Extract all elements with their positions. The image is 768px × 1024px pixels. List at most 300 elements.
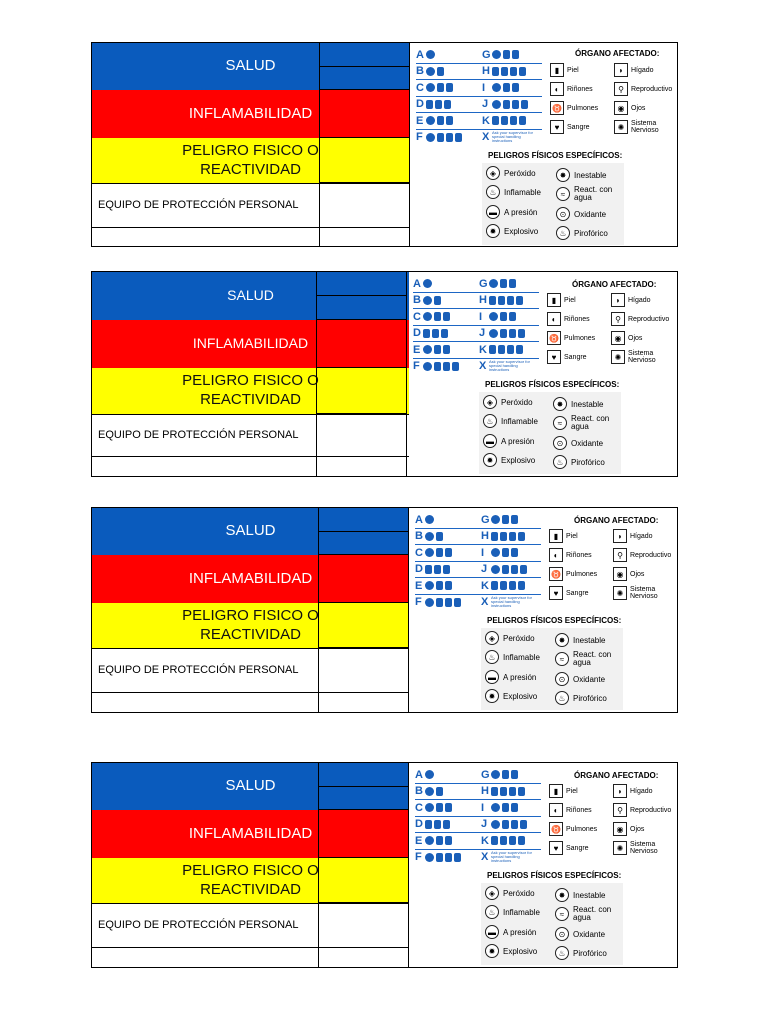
hazard-inestable bbox=[553, 397, 603, 411]
ppe-letter-a: A bbox=[416, 48, 424, 61]
organ-ojos-label: Ojos bbox=[628, 334, 643, 342]
epp-value-cell[interactable] bbox=[319, 648, 408, 693]
hazard-explosivo-label: Explosivo bbox=[503, 946, 538, 956]
glove-icon bbox=[434, 362, 441, 371]
liver-icon: ◗ bbox=[613, 529, 627, 543]
hazard-oxidante-label: Oxidante bbox=[573, 674, 606, 684]
goggles-icon bbox=[492, 50, 501, 59]
flame-icon: ♨ bbox=[486, 185, 500, 199]
respirator-icon bbox=[511, 770, 518, 779]
glove-icon bbox=[503, 50, 510, 59]
organ-sistema-nervioso-label: Sistema Nervioso bbox=[630, 841, 658, 855]
peroxide-icon: ◈ bbox=[486, 166, 500, 180]
skin-icon: ▮ bbox=[550, 63, 564, 77]
organ-reproductivo-label: Reproductivo bbox=[628, 315, 670, 323]
respirator-icon bbox=[511, 515, 518, 524]
lungs-icon: ♉ bbox=[547, 331, 561, 345]
organ-piel bbox=[549, 529, 578, 543]
apron-icon bbox=[441, 329, 448, 338]
organ-sangre-label: Sangre bbox=[567, 123, 590, 131]
hazard-oxidante bbox=[555, 927, 605, 941]
suit-icon bbox=[509, 581, 516, 590]
glove-icon bbox=[501, 116, 508, 125]
ppe-row-a bbox=[416, 47, 542, 64]
hazard-ratings-table bbox=[92, 43, 409, 246]
goggles-icon bbox=[425, 598, 434, 607]
boot-icon bbox=[519, 116, 526, 125]
ppe-x-note: Ask your supervisor for special handling instructions bbox=[492, 129, 533, 144]
goggles-icon bbox=[491, 803, 500, 812]
hazard-presion-label: A presión bbox=[503, 927, 537, 937]
ppe-letter-i: I bbox=[479, 310, 483, 323]
organ-rinones bbox=[547, 312, 590, 326]
ppe-x-note: Ask your supervisor for special handling instructions bbox=[491, 849, 532, 864]
ppe-letter-j: J bbox=[481, 563, 488, 576]
skin-icon: ▮ bbox=[547, 293, 561, 307]
ppe-letter-b: B bbox=[415, 785, 423, 798]
face-shield-icon bbox=[492, 67, 499, 76]
glove-icon bbox=[437, 116, 444, 125]
hazard-inestable bbox=[555, 633, 605, 647]
hazard-peroxido bbox=[485, 631, 535, 645]
ppe-grid bbox=[415, 767, 541, 865]
hazard-ratings-table bbox=[92, 508, 409, 712]
ppe-letter-j: J bbox=[481, 818, 488, 831]
goggles-icon bbox=[489, 329, 498, 338]
ppe-row-f bbox=[413, 359, 539, 375]
goggles-icon bbox=[423, 362, 432, 371]
reproductive-icon: ⚲ bbox=[611, 312, 625, 326]
glove-icon bbox=[502, 565, 509, 574]
organ-reproductivo bbox=[611, 312, 669, 326]
hazard-react-agua bbox=[556, 186, 619, 202]
respirator-icon bbox=[455, 133, 462, 142]
ppe-row-b bbox=[416, 64, 542, 81]
brain-icon: ✺ bbox=[611, 350, 625, 364]
hood-icon bbox=[491, 836, 498, 845]
hazard-presion-label: A presión bbox=[503, 672, 537, 682]
ppe-row-c bbox=[415, 800, 541, 817]
epp-label: EQUIPO DE PROTECCIÓN PERSONAL bbox=[98, 918, 299, 931]
organ-rinones-label: Riñones bbox=[566, 551, 592, 559]
liver-icon: ◗ bbox=[611, 293, 625, 307]
organ-pulmones-label: Pulmones bbox=[566, 825, 598, 833]
hazard-presion-label: A presión bbox=[504, 207, 538, 217]
eye-icon: ◉ bbox=[613, 822, 627, 836]
explosive-icon: ✹ bbox=[485, 944, 499, 958]
ppe-grid bbox=[413, 276, 539, 374]
face-shield-icon bbox=[423, 329, 430, 338]
unstable-icon: ✸ bbox=[556, 168, 570, 182]
organ-title: ÓRGANO AFECTADO: bbox=[574, 516, 659, 525]
respirator-icon bbox=[454, 853, 461, 862]
organ-reproductivo-label: Reproductivo bbox=[630, 551, 672, 559]
ppe-letter-x: X bbox=[482, 131, 490, 144]
organ-title: ÓRGANO AFECTADO: bbox=[572, 280, 657, 289]
skin-icon: ▮ bbox=[549, 529, 563, 543]
inflamabilidad-value-cell[interactable] bbox=[319, 555, 408, 603]
ppe-letter-b: B bbox=[413, 294, 421, 307]
goggles-icon bbox=[425, 770, 434, 779]
ppe-row-e bbox=[415, 833, 541, 850]
salud-value-cell-2[interactable] bbox=[320, 67, 409, 90]
ppe-letter-a: A bbox=[415, 513, 423, 526]
ppe-letter-c: C bbox=[413, 310, 421, 323]
rating-values-column bbox=[318, 508, 408, 712]
organ-piel-label: Piel bbox=[564, 296, 576, 304]
salud-value-cell-1[interactable] bbox=[319, 508, 408, 532]
ppe-letter-k: K bbox=[481, 834, 489, 847]
ppe-letter-e: E bbox=[415, 834, 423, 847]
hazard-inflamable-label: Inflamable bbox=[501, 416, 538, 426]
hazard-piroforico-label: Pirofórico bbox=[573, 948, 607, 958]
goggles-icon bbox=[423, 296, 432, 305]
respirator-icon bbox=[509, 279, 516, 288]
hazard-inestable bbox=[555, 888, 605, 902]
ppe-letter-j: J bbox=[479, 327, 486, 340]
glove-icon bbox=[436, 548, 443, 557]
organ-higado-label: Hígado bbox=[628, 296, 651, 304]
ppe-letter-g: G bbox=[482, 48, 491, 61]
glove-icon bbox=[502, 770, 509, 779]
salud-value-cell-1[interactable] bbox=[320, 43, 409, 67]
respirator-icon bbox=[518, 787, 525, 796]
inflamabilidad-value-cell[interactable] bbox=[320, 90, 409, 138]
apron-icon bbox=[445, 548, 452, 557]
organ-pulmones bbox=[549, 567, 597, 581]
apron-icon bbox=[512, 100, 519, 109]
peligro-label-line2: REACTIVIDAD bbox=[200, 160, 301, 178]
ppe-letter-e: E bbox=[413, 343, 421, 356]
apron-icon bbox=[443, 362, 450, 371]
glove-icon bbox=[501, 67, 508, 76]
apron-icon bbox=[511, 820, 518, 829]
organ-sangre bbox=[549, 841, 589, 855]
glove-icon bbox=[500, 532, 507, 541]
epp-label: EQUIPO DE PROTECCIÓN PERSONAL bbox=[98, 428, 299, 441]
ppe-row-f bbox=[415, 595, 541, 611]
glove-icon bbox=[503, 83, 510, 92]
flame-icon: ♨ bbox=[483, 414, 497, 428]
respirator-icon bbox=[452, 362, 459, 371]
organ-higado-label: Hígado bbox=[631, 66, 654, 74]
inflamabilidad-label: INFLAMABILIDAD bbox=[188, 569, 313, 587]
suit-icon bbox=[509, 836, 516, 845]
reproductive-icon: ⚲ bbox=[613, 548, 627, 562]
hazard-peroxido bbox=[485, 886, 535, 900]
peroxide-icon: ◈ bbox=[485, 631, 499, 645]
hazard-inestable bbox=[556, 168, 606, 182]
unstable-icon: ✸ bbox=[553, 397, 567, 411]
lungs-icon: ♉ bbox=[549, 822, 563, 836]
hazard-piroforico bbox=[555, 946, 607, 960]
face-shield-icon bbox=[489, 296, 496, 305]
organ-sangre-label: Sangre bbox=[566, 589, 589, 597]
ppe-letter-b: B bbox=[416, 65, 424, 78]
organ-sistema-nervioso bbox=[614, 120, 671, 134]
eye-icon: ◉ bbox=[614, 101, 628, 115]
salud-value-cell-2[interactable] bbox=[317, 296, 406, 320]
apron-icon bbox=[443, 820, 450, 829]
glove-icon bbox=[502, 820, 509, 829]
hazard-ratings-table bbox=[92, 272, 409, 476]
water-reactive-icon: ≈ bbox=[555, 907, 569, 921]
respirator-icon bbox=[516, 296, 523, 305]
organ-ojos-label: Ojos bbox=[631, 104, 646, 112]
ppe-letter-c: C bbox=[416, 81, 424, 94]
hazard-presion bbox=[486, 205, 537, 219]
ppe-row-d bbox=[416, 97, 542, 114]
rating-values-column bbox=[316, 272, 406, 476]
water-reactive-icon: ≈ bbox=[555, 652, 569, 666]
hazard-presion bbox=[485, 670, 536, 684]
goggles-icon bbox=[426, 83, 435, 92]
face-shield-icon bbox=[426, 100, 433, 109]
organ-higado-label: Hígado bbox=[630, 787, 653, 795]
hazards-title: PELIGROS FÍSICOS ESPECÍFICOS: bbox=[488, 151, 623, 160]
hazard-piroforico bbox=[556, 226, 608, 240]
apron-icon bbox=[445, 598, 452, 607]
peligro-value-cell[interactable] bbox=[319, 603, 408, 648]
glove-icon bbox=[498, 296, 505, 305]
lungs-icon: ♉ bbox=[550, 101, 564, 115]
hazard-explosivo bbox=[486, 224, 538, 238]
ppe-grid bbox=[416, 47, 542, 145]
ppe-letter-h: H bbox=[481, 530, 489, 543]
explosive-icon: ✹ bbox=[483, 453, 497, 467]
glove-icon bbox=[434, 296, 441, 305]
ppe-letter-d: D bbox=[415, 818, 423, 831]
hazard-inestable-label: Inestable bbox=[573, 635, 606, 645]
hazard-inflamable-label: Inflamable bbox=[503, 652, 540, 662]
organ-pulmones-label: Pulmones bbox=[566, 570, 598, 578]
glove-icon bbox=[500, 312, 507, 321]
glove-icon bbox=[436, 853, 443, 862]
inflamabilidad-value-cell[interactable] bbox=[317, 320, 406, 368]
respirator-icon bbox=[454, 598, 461, 607]
peligro-label-line2: REACTIVIDAD bbox=[200, 880, 301, 898]
reproductive-icon: ⚲ bbox=[613, 803, 627, 817]
ppe-letter-c: C bbox=[415, 801, 423, 814]
salud-label: SALUD bbox=[227, 287, 274, 304]
hazard-peroxido-label: Peróxido bbox=[501, 397, 533, 407]
hazard-oxidante-label: Oxidante bbox=[571, 438, 604, 448]
hazard-legend-panel bbox=[408, 763, 677, 967]
hazard-react-agua bbox=[553, 415, 616, 431]
hazards-title: PELIGROS FÍSICOS ESPECÍFICOS: bbox=[485, 380, 620, 389]
glove-icon bbox=[500, 787, 507, 796]
respirator-icon bbox=[443, 345, 450, 354]
hazard-explosivo bbox=[483, 453, 535, 467]
goggles-icon bbox=[491, 548, 500, 557]
peligro-label-line1: PELIGRO FISICO O bbox=[182, 861, 319, 879]
organ-sistema-nervioso-label: Sistema Nervioso bbox=[630, 586, 658, 600]
salud-value-cell-1[interactable] bbox=[317, 272, 406, 296]
hazard-oxidante-label: Oxidante bbox=[573, 929, 606, 939]
hazard-peroxido bbox=[483, 395, 533, 409]
goggles-icon bbox=[489, 279, 498, 288]
goggles-icon bbox=[492, 100, 501, 109]
goggles-icon bbox=[425, 803, 434, 812]
eye-icon: ◉ bbox=[613, 567, 627, 581]
goggles-icon bbox=[489, 312, 498, 321]
hazard-inflamable bbox=[485, 650, 540, 664]
blood-icon: ♥ bbox=[550, 120, 564, 134]
ppe-letter-d: D bbox=[416, 98, 424, 111]
organ-sangre bbox=[547, 350, 587, 364]
ppe-row-c bbox=[415, 545, 541, 562]
salud-value-cell-2[interactable] bbox=[319, 787, 408, 810]
epp-value-cell[interactable] bbox=[320, 183, 409, 228]
organ-rinones bbox=[549, 803, 592, 817]
ppe-letter-j: J bbox=[482, 98, 489, 111]
epp-value-cell[interactable] bbox=[319, 903, 408, 948]
ppe-row-d bbox=[415, 562, 541, 579]
organ-piel-label: Piel bbox=[566, 787, 578, 795]
glove-icon bbox=[436, 581, 443, 590]
oxidizer-icon: ⊙ bbox=[555, 672, 569, 686]
hazard-peroxido-label: Peróxido bbox=[504, 168, 536, 178]
lungs-icon: ♉ bbox=[549, 567, 563, 581]
salud-value-cell-1[interactable] bbox=[319, 763, 408, 787]
oxidizer-icon: ⊙ bbox=[555, 927, 569, 941]
ppe-row-b bbox=[415, 784, 541, 801]
hazard-inestable-label: Inestable bbox=[574, 170, 607, 180]
hazard-react-agua-label: React. con agua bbox=[573, 905, 612, 922]
respirator-icon bbox=[518, 329, 525, 338]
apron-icon bbox=[509, 787, 516, 796]
goggles-icon bbox=[491, 565, 500, 574]
goggles-icon bbox=[425, 787, 434, 796]
goggles-icon bbox=[423, 312, 432, 321]
hazard-react-agua-label: React. con agua bbox=[571, 414, 610, 431]
organ-sistema-nervioso-label: Sistema Nervioso bbox=[631, 120, 659, 134]
blood-icon: ♥ bbox=[549, 586, 563, 600]
peligro-value-cell[interactable] bbox=[317, 368, 406, 414]
inflamabilidad-value-cell[interactable] bbox=[319, 810, 408, 858]
pyrophoric-icon: ♨ bbox=[556, 226, 570, 240]
ppe-letter-x: X bbox=[481, 851, 489, 864]
gas-cylinder-icon: ▬ bbox=[485, 925, 499, 939]
goggles-icon bbox=[491, 820, 500, 829]
liver-icon: ◗ bbox=[614, 63, 628, 77]
glove-icon bbox=[500, 836, 507, 845]
ppe-letter-e: E bbox=[416, 114, 424, 127]
ppe-letter-e: E bbox=[415, 579, 423, 592]
hood-icon bbox=[491, 581, 498, 590]
hazard-presion bbox=[483, 434, 534, 448]
organ-reproductivo bbox=[613, 548, 671, 562]
blood-icon: ♥ bbox=[547, 350, 561, 364]
ppe-grid bbox=[415, 512, 541, 610]
brain-icon: ✺ bbox=[613, 586, 627, 600]
goggles-icon bbox=[426, 67, 435, 76]
organ-pulmones bbox=[549, 822, 597, 836]
organ-sangre bbox=[549, 586, 589, 600]
peroxide-icon: ◈ bbox=[483, 395, 497, 409]
pyrophoric-icon: ♨ bbox=[553, 455, 567, 469]
ppe-letter-d: D bbox=[415, 563, 423, 576]
apron-icon bbox=[446, 133, 453, 142]
ppe-letter-f: F bbox=[415, 596, 422, 609]
salud-label: SALUD bbox=[225, 777, 276, 795]
boot-icon bbox=[516, 345, 523, 354]
hazard-explosivo-label: Explosivo bbox=[504, 226, 539, 236]
glove-icon bbox=[503, 100, 510, 109]
organ-rinones-label: Riñones bbox=[564, 315, 590, 323]
goggles-icon bbox=[425, 532, 434, 541]
hood-icon bbox=[492, 116, 499, 125]
apron-icon bbox=[507, 296, 514, 305]
hazard-legend-panel bbox=[408, 508, 677, 712]
organ-reproductivo bbox=[613, 803, 671, 817]
ppe-row-a bbox=[413, 276, 539, 293]
ppe-letter-h: H bbox=[481, 785, 489, 798]
apron-icon bbox=[509, 329, 516, 338]
hood-icon bbox=[489, 345, 496, 354]
hazard-piroforico-label: Pirofórico bbox=[573, 693, 607, 703]
respirator-icon bbox=[521, 100, 528, 109]
goggles-icon bbox=[426, 116, 435, 125]
salud-value-cell-2[interactable] bbox=[319, 532, 408, 555]
epp-value-cell[interactable] bbox=[317, 414, 406, 457]
apron-icon bbox=[446, 83, 453, 92]
ppe-letter-h: H bbox=[482, 65, 490, 78]
hazards-title: PELIGROS FÍSICOS ESPECÍFICOS: bbox=[487, 871, 622, 880]
organ-pulmones bbox=[547, 331, 595, 345]
glove-icon bbox=[437, 83, 444, 92]
peligro-value-cell[interactable] bbox=[320, 138, 409, 183]
hazard-piroforico bbox=[553, 455, 605, 469]
organ-pulmones bbox=[550, 101, 598, 115]
glove-icon bbox=[500, 279, 507, 288]
hazard-react-agua bbox=[555, 906, 618, 922]
hazard-inflamable bbox=[486, 185, 541, 199]
reproductive-icon: ⚲ bbox=[614, 82, 628, 96]
salud-label: SALUD bbox=[225, 57, 276, 75]
peligro-label-line2: REACTIVIDAD bbox=[200, 391, 301, 408]
apron-icon bbox=[510, 67, 517, 76]
goggles-icon bbox=[425, 836, 434, 845]
hazard-inflamable-label: Inflamable bbox=[504, 187, 541, 197]
organ-reproductivo-label: Reproductivo bbox=[630, 806, 672, 814]
ppe-letter-k: K bbox=[479, 343, 487, 356]
ppe-x-note: Ask your supervisor for special handling instructions bbox=[491, 594, 532, 609]
glove-icon bbox=[435, 100, 442, 109]
hazard-presion bbox=[485, 925, 536, 939]
respirator-icon bbox=[520, 820, 527, 829]
glove-icon bbox=[436, 532, 443, 541]
organ-rinones bbox=[550, 82, 593, 96]
glove-icon bbox=[498, 345, 505, 354]
inflamabilidad-label: INFLAMABILIDAD bbox=[188, 104, 313, 122]
skin-icon: ▮ bbox=[549, 784, 563, 798]
oxidizer-icon: ⊙ bbox=[553, 436, 567, 450]
organ-pulmones-label: Pulmones bbox=[564, 334, 596, 342]
gas-cylinder-icon: ▬ bbox=[486, 205, 500, 219]
ppe-letter-x: X bbox=[481, 596, 489, 609]
ppe-letter-g: G bbox=[481, 513, 490, 526]
flame-icon: ♨ bbox=[485, 905, 499, 919]
apron-icon bbox=[445, 853, 452, 862]
hazards-title: PELIGROS FÍSICOS ESPECÍFICOS: bbox=[487, 616, 622, 625]
apron-icon bbox=[511, 565, 518, 574]
glove-icon bbox=[437, 67, 444, 76]
peligro-value-cell[interactable] bbox=[319, 858, 408, 903]
hazard-explosivo bbox=[485, 944, 537, 958]
ppe-letter-a: A bbox=[415, 768, 423, 781]
organ-reproductivo bbox=[614, 82, 672, 96]
